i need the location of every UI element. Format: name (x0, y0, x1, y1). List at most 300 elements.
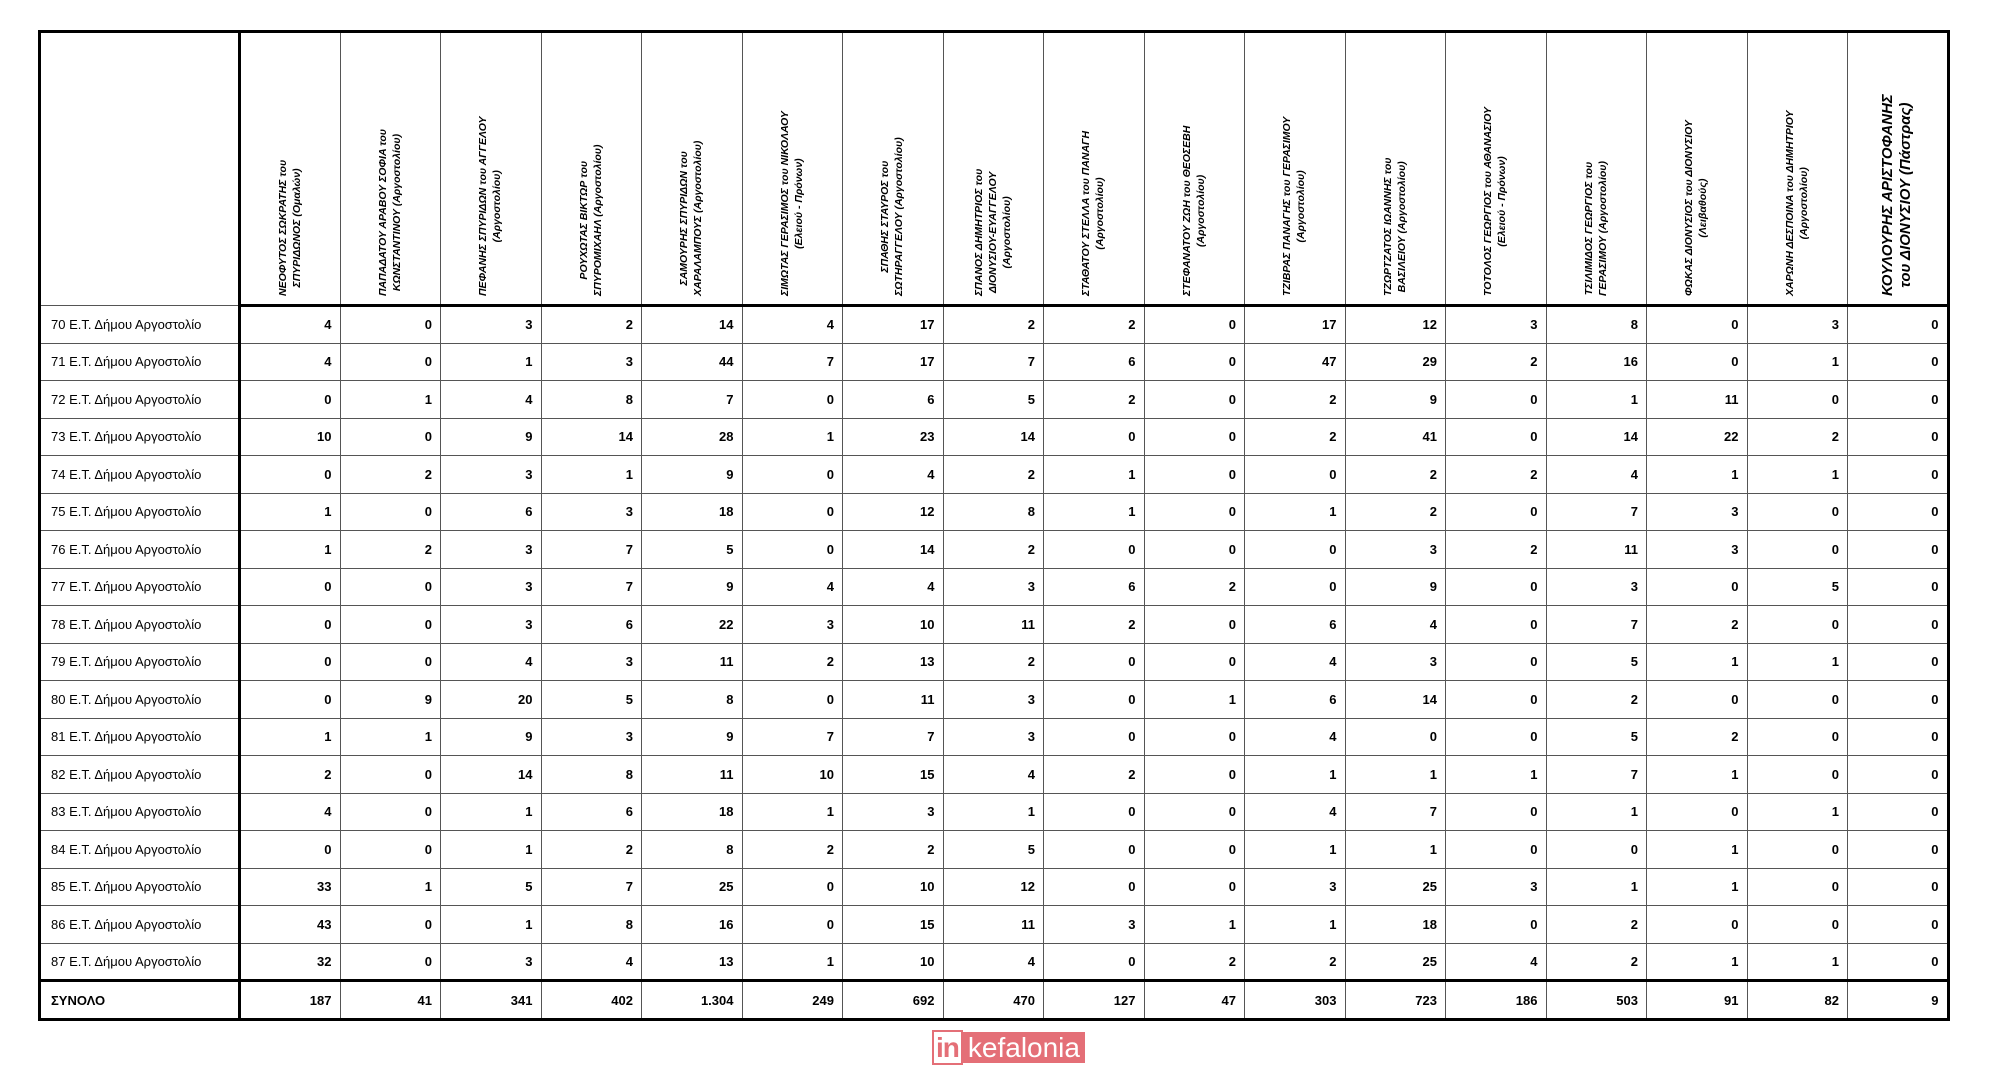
votes-cell: 0 (1848, 306, 1949, 344)
total-votes-cell: 470 (943, 981, 1044, 1020)
votes-cell: 0 (1144, 793, 1245, 831)
polling-station-label: 75 Ε.Τ. Δήμου Αργοστολίο (40, 493, 240, 531)
table-row (40, 756, 1949, 794)
votes-cell: 3 (1245, 868, 1346, 906)
candidate-name: ΤΖΩΡΤΖΑΤΟΣ ΙΩΑΝΝΗΣ του ΒΑΣΙΛΕΙΟΥ (Αργοστολίου) (1381, 157, 1408, 296)
total-votes-cell: 82 (1747, 981, 1848, 1020)
total-votes-cell: 402 (541, 981, 642, 1020)
votes-cell: 15 (843, 906, 944, 944)
votes-cell: 1 (1245, 756, 1346, 794)
votes-cell: 3 (943, 681, 1044, 719)
votes-cell: 22 (642, 606, 743, 644)
candidate-name-rotated (1050, 36, 1136, 296)
votes-cell: 0 (1848, 643, 1949, 681)
votes-cell: 6 (1245, 606, 1346, 644)
votes-cell: 0 (1848, 943, 1949, 981)
votes-cell: 3 (441, 531, 542, 569)
votes-cell: 7 (541, 568, 642, 606)
votes-cell: 0 (742, 493, 843, 531)
votes-cell: 0 (1144, 418, 1245, 456)
candidate-header (240, 32, 341, 306)
votes-cell: 1 (441, 793, 542, 831)
total-votes-cell: 341 (441, 981, 542, 1020)
polling-station-label: 81 Ε.Τ. Δήμου Αργοστολίο (40, 718, 240, 756)
candidate-header (340, 32, 441, 306)
votes-cell: 6 (441, 493, 542, 531)
candidate-header (441, 32, 542, 306)
votes-cell: 1 (943, 793, 1044, 831)
total-votes-cell: 723 (1345, 981, 1446, 1020)
table-row (40, 568, 1949, 606)
candidate-name: ΣΠΑΘΗΣ ΣΤΑΥΡΟΣ του ΣΩΤΗΡΑΓΓΕΛΟΥ (Αργοστολίου) (879, 137, 905, 296)
votes-cell: 2 (240, 756, 341, 794)
votes-cell: 1 (240, 718, 341, 756)
votes-cell: 0 (1446, 606, 1547, 644)
votes-cell: 0 (240, 456, 341, 494)
votes-cell: 0 (240, 643, 341, 681)
votes-cell: 2 (1245, 418, 1346, 456)
candidate-header (843, 32, 944, 306)
votes-cell: 0 (1446, 718, 1547, 756)
votes-cell: 0 (1848, 681, 1949, 719)
votes-cell: 2 (1446, 343, 1547, 381)
table-row (40, 718, 1949, 756)
votes-cell: 5 (541, 681, 642, 719)
votes-cell: 1 (1747, 793, 1848, 831)
votes-cell: 2 (1546, 681, 1647, 719)
votes-cell: 2 (1044, 381, 1145, 419)
votes-cell: 0 (1144, 756, 1245, 794)
votes-cell: 14 (441, 756, 542, 794)
votes-cell: 4 (1245, 718, 1346, 756)
votes-cell: 4 (1245, 793, 1346, 831)
polling-station-label: 79 Ε.Τ. Δήμου Αργοστολίο (40, 643, 240, 681)
votes-cell: 0 (1446, 681, 1547, 719)
votes-cell: 3 (843, 793, 944, 831)
votes-cell: 0 (1044, 943, 1145, 981)
votes-cell: 3 (541, 643, 642, 681)
votes-cell: 0 (1747, 831, 1848, 869)
total-row (40, 981, 1949, 1020)
votes-cell: 32 (240, 943, 341, 981)
polling-station-label: 76 Ε.Τ. Δήμου Αργοστολίο (40, 531, 240, 569)
votes-cell: 0 (1044, 868, 1145, 906)
votes-cell: 4 (1546, 456, 1647, 494)
total-votes-cell: 41 (340, 981, 441, 1020)
votes-cell: 0 (1144, 868, 1245, 906)
total-votes-cell: 187 (240, 981, 341, 1020)
votes-cell: 0 (340, 568, 441, 606)
votes-cell: 3 (1345, 531, 1446, 569)
votes-cell: 14 (943, 418, 1044, 456)
header-corner (40, 32, 240, 306)
votes-cell: 1 (1345, 831, 1446, 869)
votes-cell: 2 (541, 306, 642, 344)
votes-cell: 4 (843, 456, 944, 494)
candidate-name: ΣΤΑΘΑΤΟΥ ΣΤΕΛΛΑ του ΠΑΝΑΓΗ (Αργοστολίου) (1080, 130, 1106, 296)
votes-cell: 0 (1848, 868, 1949, 906)
votes-cell: 9 (642, 718, 743, 756)
votes-cell: 0 (1747, 906, 1848, 944)
candidate-header (1245, 32, 1346, 306)
votes-cell: 0 (1848, 906, 1949, 944)
votes-cell: 0 (1647, 681, 1748, 719)
votes-cell: 11 (943, 606, 1044, 644)
votes-cell: 0 (1144, 718, 1245, 756)
votes-cell: 9 (1345, 568, 1446, 606)
votes-cell: 6 (1245, 681, 1346, 719)
candidate-header (642, 32, 743, 306)
votes-cell: 1 (1647, 756, 1748, 794)
candidate-header (1647, 32, 1748, 306)
votes-cell: 0 (1144, 643, 1245, 681)
votes-cell: 0 (240, 381, 341, 419)
candidate-name-rotated (1251, 36, 1337, 296)
votes-cell: 0 (240, 606, 341, 644)
total-votes-cell: 9 (1848, 981, 1949, 1020)
votes-cell: 5 (642, 531, 743, 569)
candidate-name: ΚΟΥΛΟΥΡΗΣ ΑΡΙΣΤΟΦΑΝΗΣ του ΔΙΟΝΥΣΙΟΥ (Πάστρας) (1879, 94, 1914, 296)
votes-cell: 33 (240, 868, 341, 906)
votes-cell: 25 (642, 868, 743, 906)
votes-cell: 0 (1446, 643, 1547, 681)
votes-cell: 7 (843, 718, 944, 756)
candidate-name: ΡΟΥΧΩΤΑΣ ΒΙΚΤΩΡ του ΣΠΥΡΟΜΙΧΑΗΛ (Αργοστολίου) (577, 144, 604, 296)
votes-cell: 0 (1044, 831, 1145, 869)
votes-cell: 0 (1446, 381, 1547, 419)
total-votes-cell: 127 (1044, 981, 1145, 1020)
votes-cell: 16 (1546, 343, 1647, 381)
candidate-name-rotated (447, 36, 533, 296)
votes-cell: 1 (441, 906, 542, 944)
votes-cell: 2 (1144, 568, 1245, 606)
votes-cell: 1 (340, 868, 441, 906)
votes-cell: 1 (1546, 868, 1647, 906)
polling-station-label: 72 Ε.Τ. Δήμου Αργοστολίο (40, 381, 240, 419)
votes-cell: 0 (1446, 568, 1547, 606)
votes-cell: 6 (1044, 343, 1145, 381)
votes-cell: 1 (1747, 456, 1848, 494)
votes-cell: 4 (843, 568, 944, 606)
votes-cell: 7 (541, 868, 642, 906)
votes-cell: 8 (541, 756, 642, 794)
votes-cell: 0 (1345, 718, 1446, 756)
votes-cell: 5 (1546, 643, 1647, 681)
table-row (40, 381, 1949, 419)
table-row (40, 418, 1949, 456)
votes-cell: 12 (943, 868, 1044, 906)
votes-cell: 11 (642, 756, 743, 794)
candidate-header (1345, 32, 1446, 306)
votes-cell: 0 (1647, 793, 1748, 831)
votes-cell: 0 (1747, 868, 1848, 906)
candidate-header (1546, 32, 1647, 306)
votes-cell: 3 (1546, 568, 1647, 606)
votes-cell: 28 (642, 418, 743, 456)
table-row (40, 493, 1949, 531)
candidate-name: ΣΤΕΦΑΝΑΤΟΥ ΖΩΗ του ΘΕΟΣΕΒΗ (Αργοστολίου) (1180, 125, 1207, 296)
votes-cell: 0 (1144, 343, 1245, 381)
votes-cell: 0 (1546, 831, 1647, 869)
votes-cell: 25 (1345, 868, 1446, 906)
votes-cell: 0 (240, 568, 341, 606)
votes-cell: 1 (1747, 943, 1848, 981)
votes-cell: 9 (441, 418, 542, 456)
votes-cell: 0 (1446, 493, 1547, 531)
candidate-header (943, 32, 1044, 306)
votes-cell: 1 (1245, 831, 1346, 869)
votes-cell: 2 (1044, 756, 1145, 794)
votes-cell: 23 (843, 418, 944, 456)
table-row (40, 306, 1949, 344)
table-row (40, 456, 1949, 494)
votes-cell: 5 (943, 831, 1044, 869)
votes-cell: 0 (240, 831, 341, 869)
votes-cell: 1 (1144, 681, 1245, 719)
votes-cell: 11 (1647, 381, 1748, 419)
total-votes-cell: 186 (1446, 981, 1547, 1020)
total-votes-cell: 503 (1546, 981, 1647, 1020)
votes-cell: 0 (1647, 568, 1748, 606)
votes-cell: 0 (340, 906, 441, 944)
votes-cell: 0 (1044, 793, 1145, 831)
votes-cell: 8 (943, 493, 1044, 531)
votes-cell: 0 (1747, 381, 1848, 419)
votes-cell: 14 (1345, 681, 1446, 719)
polling-station-label: 86 Ε.Τ. Δήμου Αργοστολίο (40, 906, 240, 944)
votes-cell: 1 (1647, 868, 1748, 906)
votes-cell: 2 (1546, 906, 1647, 944)
votes-cell: 0 (1848, 718, 1949, 756)
candidate-header (1446, 32, 1547, 306)
votes-cell: 2 (1647, 606, 1748, 644)
votes-cell: 12 (843, 493, 944, 531)
votes-cell: 0 (1848, 381, 1949, 419)
votes-cell: 18 (642, 493, 743, 531)
votes-cell: 2 (1546, 943, 1647, 981)
candidate-name: ΠΕΦΑΝΗΣ ΣΠΥΡΙΔΩΝ του ΑΓΓΕΛΟΥ (Αργοστολίου) (477, 116, 503, 296)
votes-cell: 0 (1747, 493, 1848, 531)
votes-cell: 4 (742, 568, 843, 606)
votes-cell: 3 (541, 493, 642, 531)
votes-cell: 3 (441, 943, 542, 981)
votes-cell: 3 (541, 343, 642, 381)
votes-cell: 44 (642, 343, 743, 381)
votes-cell: 5 (943, 381, 1044, 419)
votes-cell: 0 (1144, 381, 1245, 419)
votes-cell: 0 (1245, 531, 1346, 569)
votes-cell: 0 (1747, 531, 1848, 569)
votes-cell: 8 (541, 381, 642, 419)
votes-cell: 7 (1546, 756, 1647, 794)
votes-cell: 1 (240, 493, 341, 531)
candidate-name-rotated (749, 36, 835, 296)
votes-cell: 0 (1647, 343, 1748, 381)
votes-cell: 0 (742, 868, 843, 906)
votes-cell: 9 (642, 568, 743, 606)
candidate-name-rotated (648, 36, 734, 296)
polling-station-label: 85 Ε.Τ. Δήμου Αργοστολίο (40, 868, 240, 906)
votes-cell: 1 (1747, 343, 1848, 381)
votes-cell: 7 (943, 343, 1044, 381)
votes-cell: 14 (642, 306, 743, 344)
votes-cell: 0 (1144, 306, 1245, 344)
votes-cell: 18 (1345, 906, 1446, 944)
votes-cell: 0 (1446, 418, 1547, 456)
votes-cell: 29 (1345, 343, 1446, 381)
votes-cell: 10 (843, 868, 944, 906)
votes-cell: 1 (1546, 381, 1647, 419)
votes-cell: 0 (1848, 756, 1949, 794)
votes-cell: 8 (541, 906, 642, 944)
table-row (40, 643, 1949, 681)
votes-cell: 0 (340, 493, 441, 531)
table-row (40, 606, 1949, 644)
votes-cell: 2 (1747, 418, 1848, 456)
votes-cell: 18 (642, 793, 743, 831)
total-votes-cell: 47 (1144, 981, 1245, 1020)
votes-cell: 0 (340, 606, 441, 644)
votes-cell: 0 (1848, 831, 1949, 869)
votes-cell: 0 (1245, 456, 1346, 494)
votes-cell: 0 (742, 531, 843, 569)
votes-cell: 4 (240, 306, 341, 344)
votes-cell: 3 (1647, 531, 1748, 569)
votes-cell: 14 (1546, 418, 1647, 456)
votes-cell: 2 (1245, 943, 1346, 981)
candidate-name-rotated (347, 36, 433, 296)
total-label: ΣΥΝΟΛΟ (40, 981, 240, 1020)
candidate-name: ΣΑΜΟΥΡΗΣ ΣΠΥΡΙΔΩΝ του ΧΑΡΑΛΑΜΠΟΥΣ (Αργοστολίου) (678, 140, 704, 296)
candidate-name-rotated (1754, 36, 1840, 296)
votes-cell: 0 (1647, 906, 1748, 944)
votes-cell: 0 (1245, 568, 1346, 606)
votes-cell: 2 (943, 306, 1044, 344)
votes-cell: 0 (1848, 493, 1949, 531)
votes-cell: 2 (541, 831, 642, 869)
votes-cell: 1 (340, 718, 441, 756)
polling-station-label: 82 Ε.Τ. Δήμου Αργοστολίο (40, 756, 240, 794)
votes-cell: 9 (441, 718, 542, 756)
inkefalonia-logo: in kefalonia (932, 1034, 1085, 1062)
votes-cell: 3 (1345, 643, 1446, 681)
candidate-name-rotated (1854, 36, 1940, 296)
votes-cell: 10 (843, 606, 944, 644)
votes-cell: 2 (1245, 381, 1346, 419)
candidate-name: ΦΩΚΑΣ ΔΙΟΝΥΣΙΟΣ του ΔΙΟΝΥΣΙΟΥ (Λειβαθούς) (1683, 120, 1709, 296)
votes-cell: 0 (1044, 531, 1145, 569)
candidate-name: ΤΟΤΟΛΟΣ ΓΕΩΡΓΙΟΣ του ΑΘΑΝΑΣΙΟΥ (Ελειού - Πρόνων) (1482, 107, 1508, 296)
votes-cell: 2 (340, 531, 441, 569)
polling-station-label: 87 Ε.Τ. Δήμου Αργοστολίο (40, 943, 240, 981)
total-votes-cell: 1.304 (642, 981, 743, 1020)
table-row (40, 681, 1949, 719)
votes-cell: 0 (340, 643, 441, 681)
votes-cell: 5 (1747, 568, 1848, 606)
votes-cell: 0 (1848, 343, 1949, 381)
votes-cell: 1 (1044, 493, 1145, 531)
votes-cell: 0 (340, 418, 441, 456)
votes-cell: 20 (441, 681, 542, 719)
votes-cell: 3 (441, 568, 542, 606)
votes-cell: 0 (1747, 681, 1848, 719)
votes-cell: 1 (441, 343, 542, 381)
votes-cell: 3 (1446, 868, 1547, 906)
votes-cell: 1 (1647, 943, 1748, 981)
votes-cell: 3 (1044, 906, 1145, 944)
candidate-name: ΝΕΟΦΥΤΟΣ ΣΩΚΡΑΤΗΣ του ΣΠΥΡΙΔΩΝΟΣ (Ομαλών) (277, 159, 303, 296)
votes-cell: 5 (1546, 718, 1647, 756)
votes-cell: 4 (1345, 606, 1446, 644)
votes-cell: 11 (642, 643, 743, 681)
polling-station-label: 73 Ε.Τ. Δήμου Αργοστολίο (40, 418, 240, 456)
votes-cell: 2 (943, 456, 1044, 494)
votes-cell: 7 (642, 381, 743, 419)
votes-cell: 0 (1044, 681, 1145, 719)
total-votes-cell: 303 (1245, 981, 1346, 1020)
votes-cell: 1 (1044, 456, 1145, 494)
votes-cell: 2 (1044, 306, 1145, 344)
table-row (40, 868, 1949, 906)
votes-cell: 0 (742, 456, 843, 494)
votes-cell: 2 (1044, 606, 1145, 644)
votes-cell: 10 (240, 418, 341, 456)
votes-cell: 1 (340, 381, 441, 419)
votes-cell: 0 (1848, 793, 1949, 831)
votes-cell: 8 (1546, 306, 1647, 344)
candidate-name: ΠΑΠΑΔΑΤΟΥ ΑΡΑΒΟΥ ΣΟΦΙΑ του ΚΩΝΣΤΑΝΤΙΝΟΥ (Αργοστολίου) (376, 129, 403, 296)
votes-cell: 0 (1144, 831, 1245, 869)
votes-cell: 1 (1647, 831, 1748, 869)
votes-cell: 13 (642, 943, 743, 981)
votes-cell: 6 (1044, 568, 1145, 606)
votes-cell: 9 (1345, 381, 1446, 419)
votes-cell: 43 (240, 906, 341, 944)
votes-cell: 1 (441, 831, 542, 869)
votes-cell: 4 (742, 306, 843, 344)
votes-cell: 0 (742, 381, 843, 419)
votes-cell: 1 (1446, 756, 1547, 794)
polling-station-label: 74 Ε.Τ. Δήμου Αργοστολίο (40, 456, 240, 494)
votes-cell: 0 (1446, 793, 1547, 831)
votes-cell: 1 (742, 418, 843, 456)
votes-cell: 47 (1245, 343, 1346, 381)
table-row (40, 906, 1949, 944)
votes-cell: 1 (742, 943, 843, 981)
votes-cell: 2 (943, 643, 1044, 681)
candidate-header (1747, 32, 1848, 306)
votes-cell: 7 (742, 343, 843, 381)
votes-cell: 11 (1546, 531, 1647, 569)
polling-station-label: 78 Ε.Τ. Δήμου Αργοστολίο (40, 606, 240, 644)
votes-cell: 3 (441, 606, 542, 644)
votes-cell: 0 (1044, 643, 1145, 681)
votes-cell: 0 (1044, 418, 1145, 456)
polling-station-label: 84 Ε.Τ. Δήμου Αργοστολίο (40, 831, 240, 869)
votes-cell: 16 (642, 906, 743, 944)
votes-cell: 7 (1345, 793, 1446, 831)
candidate-header (1848, 32, 1949, 306)
votes-cell: 0 (240, 681, 341, 719)
votes-cell: 7 (1546, 606, 1647, 644)
votes-cell: 9 (642, 456, 743, 494)
votes-cell: 0 (340, 943, 441, 981)
candidate-name: ΣΙΜΩΤΑΣ ΓΕΡΑΣΙΜΟΣ του ΝΙΚΟΛΑΟΥ (Ελειού - Πρόνων) (778, 111, 805, 296)
votes-cell: 8 (642, 681, 743, 719)
votes-cell: 0 (1144, 493, 1245, 531)
votes-cell: 4 (441, 643, 542, 681)
total-votes-cell: 692 (843, 981, 944, 1020)
